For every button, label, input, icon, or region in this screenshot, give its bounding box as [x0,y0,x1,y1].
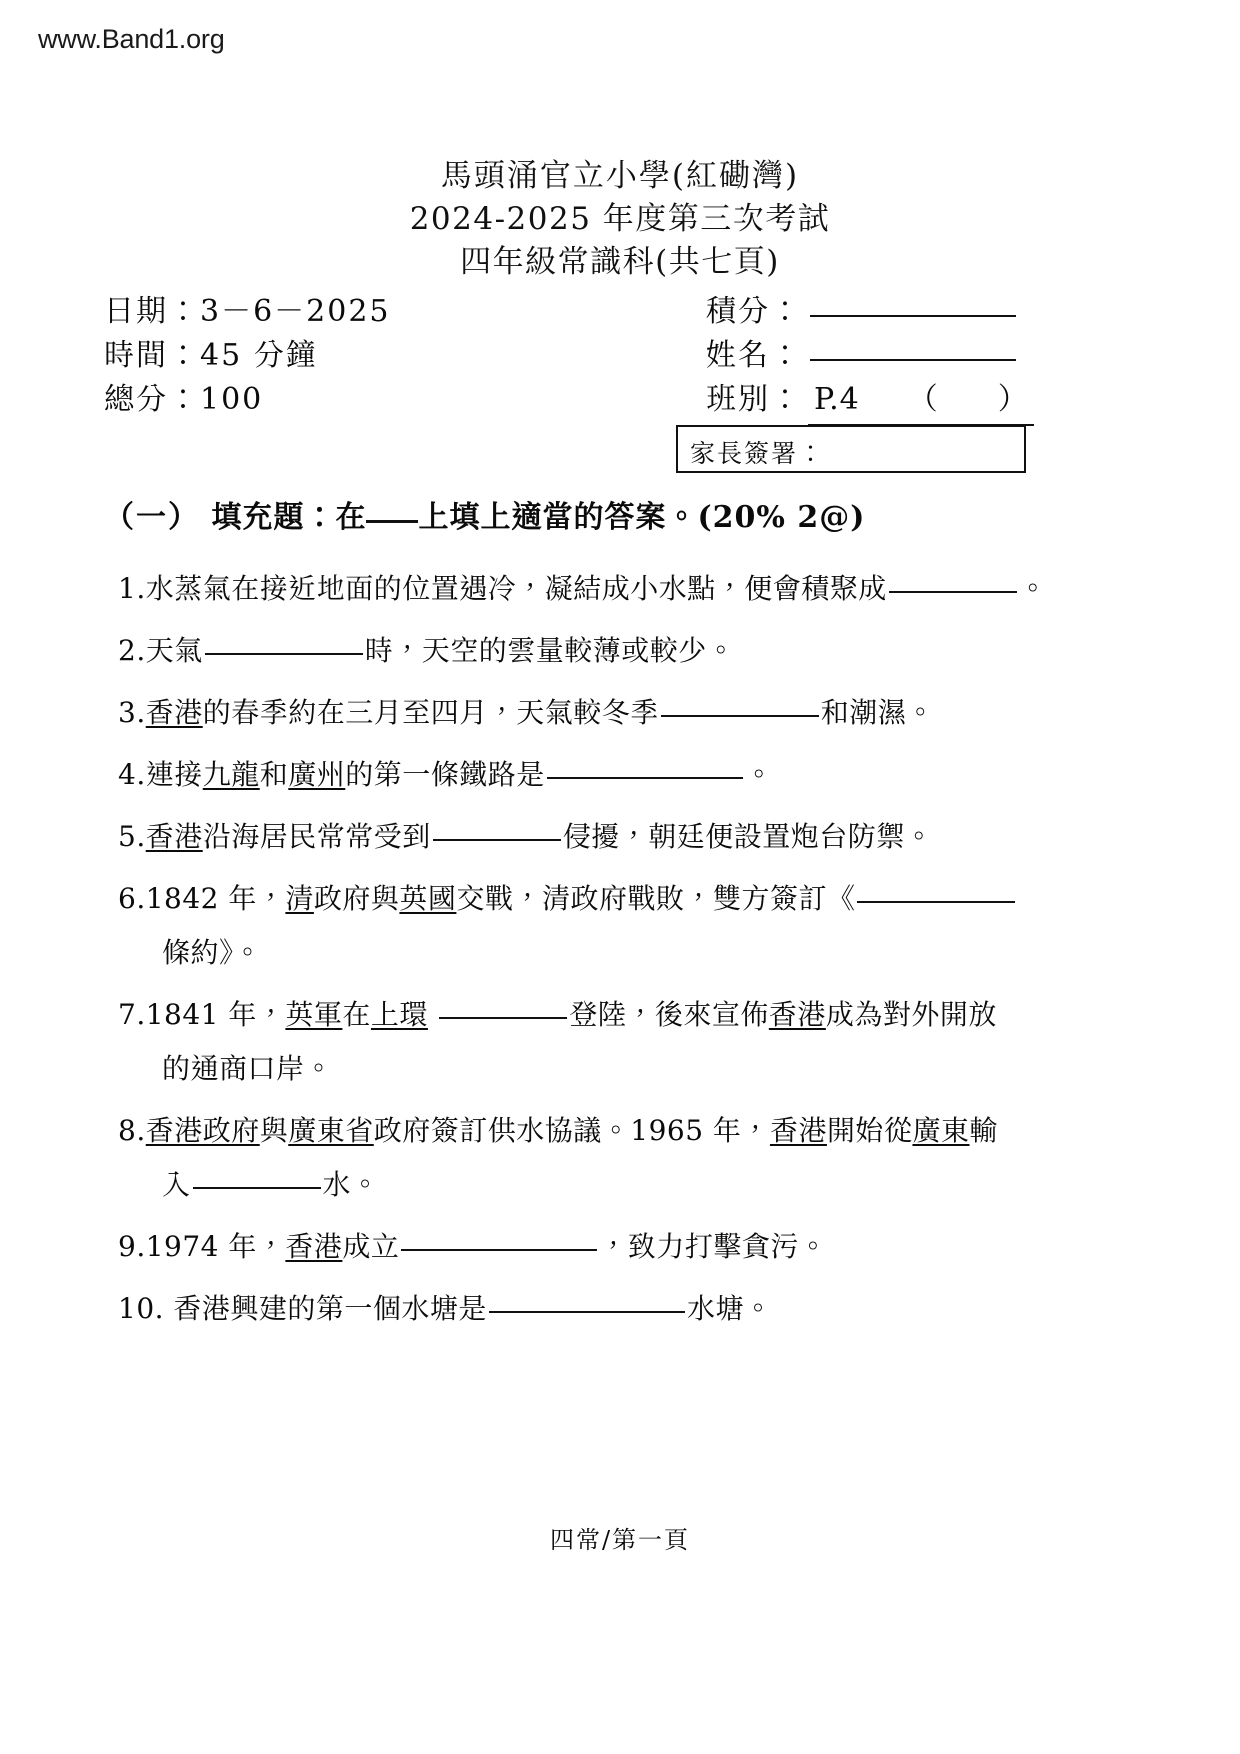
exam-title: 2024-2025 年度第三次考試 [409,201,831,237]
section-one-heading [104,492,865,536]
underlined-term: 廣州 [288,758,346,791]
question-text: 和潮濕。 [820,696,935,729]
answer-blank[interactable] [547,776,743,779]
question-text: 香港興建的第一個水塘是 [164,1292,487,1325]
question-text: 條約》。 [162,936,263,969]
exam-info-right [706,290,1034,422]
question-number: 9. [118,1230,146,1263]
question-text: 成為對外開放 [825,998,997,1031]
underlined-term: 清 [285,882,314,915]
underlined-term: 廣東省 [288,1114,374,1147]
question-item [118,694,1140,732]
question-number: 1. [118,572,146,605]
underlined-term: 香港 [769,1114,827,1147]
date-label: 日期： [104,294,200,329]
answer-blank[interactable] [433,838,561,841]
question-text: 開始從 [826,1114,913,1147]
question-number: 10. [118,1292,165,1325]
answer-blank[interactable] [889,590,1017,593]
school-name: 馬頭涌官立小學(紅磡灣) [440,158,800,194]
underlined-term: 英國 [399,882,457,915]
section-title-after: 上填上適當的答案。 [418,500,698,535]
name-label: 姓名： [706,338,802,373]
answer-blank[interactable] [439,1016,567,1019]
question-text: 交戰，清政府戰敗，雙方簽訂《 [456,882,856,915]
question-text: 在 [342,998,371,1031]
page-footer: 四常/第一頁 [549,1526,691,1554]
name-blank[interactable] [810,358,1016,361]
question-text: 的第一條鐵路是 [345,758,545,791]
section-number: （一） [104,500,200,535]
underlined-term: 九龍 [202,758,260,791]
section-marks: (20% 2@) [697,500,866,535]
name-row [706,334,1034,378]
question-text: 水蒸氣在接近地面的位置遇冷，凝結成小水點，便會積聚成 [145,572,887,605]
question-text: 連接 [145,758,203,791]
class-label: 班別： [706,382,802,417]
question-text [428,998,437,1031]
question-text: 1841 年， [145,998,286,1031]
underlined-term: 香港 [285,1230,343,1263]
answer-blank[interactable] [193,1186,321,1189]
answer-blank[interactable] [489,1310,685,1313]
section-title-before: 填充題：在 [211,500,367,535]
class-value: P.4 [814,382,860,417]
question-text: 1842 年， [145,882,286,915]
question-text: 入 [162,1168,191,1201]
underlined-term: 上環 [370,998,428,1031]
underlined-term: 香港 [145,820,203,853]
question-text: 天氣 [145,634,203,667]
time-label: 時間： [104,338,200,373]
question-text: 1974 年， [145,1230,286,1263]
score-blank[interactable] [810,314,1016,317]
document-header [0,155,1240,284]
question-text: 政府簽訂供水協議。1965 年， [373,1114,770,1147]
total-marks-row [104,378,391,422]
question-text: 的通商口岸。 [162,1052,334,1085]
date-value: 3－6－2025 [200,294,391,329]
answer-blank[interactable] [205,652,363,655]
question-item [118,1290,1140,1328]
answer-blank[interactable] [857,900,1015,903]
question-continuation [162,1050,1140,1088]
score-row [706,290,1034,334]
question-text: 政府與 [313,882,400,915]
question-text: 時，天空的雲量較薄或較少。 [364,634,736,667]
question-continuation [162,1166,1140,1204]
parent-signature-box[interactable] [676,425,1026,473]
question-text: 和 [259,758,289,791]
question-text: 水塘。 [686,1292,773,1325]
time-row [104,334,391,378]
question-continuation [162,934,1140,972]
answer-blank[interactable] [401,1248,597,1251]
question-number: 7. [118,998,146,1031]
underlined-term: 香港政府 [145,1114,260,1147]
question-item [118,996,1140,1088]
parent-signature-label: 家長簽署： [690,439,826,468]
question-text: 。 [744,758,774,791]
question-text: 水。 [322,1168,380,1201]
time-value: 45 分鐘 [200,338,318,373]
subject-title: 四年級常識科(共七頁) [460,244,780,280]
question-item [118,1228,1140,1266]
underlined-term: 香港 [768,998,826,1031]
question-text: 與 [259,1114,289,1147]
question-number: 8. [118,1114,146,1147]
question-number: 4. [118,758,146,791]
underlined-term: 廣東 [912,1114,970,1147]
question-item [118,632,1140,670]
class-row [706,378,1034,422]
underlined-term: 香港 [145,696,203,729]
question-item [118,570,1140,608]
question-text: 侵擾，朝廷便設置炮台防禦。 [562,820,934,853]
question-text: 沿海居民常常受到 [202,820,431,853]
question-number: 3. [118,696,146,729]
question-number: 5. [118,820,146,853]
underlined-term: 英軍 [285,998,343,1031]
answer-blank[interactable] [661,714,819,717]
question-item [118,818,1140,856]
exam-info-left [104,290,391,422]
question-text: 的春季約在三月至四月，天氣較冬季 [202,696,659,729]
question-text: 輸 [969,1114,998,1147]
question-text: 登陸，後來宣佈 [569,998,769,1031]
class-paren: （ ） [907,382,1028,417]
class-blank[interactable] [808,378,1034,426]
question-item [118,756,1140,794]
question-item [118,1112,1140,1204]
question-number: 6. [118,882,146,915]
total-value: 100 [200,382,264,417]
section-inline-blank [366,519,418,523]
total-label: 總分： [104,382,200,417]
question-text: 。 [1018,572,1048,605]
question-item [118,880,1140,972]
question-number: 2. [118,634,146,667]
question-list [118,570,1140,1352]
score-label: 積分： [706,294,802,329]
site-watermark: www.Band1.org [38,24,225,54]
question-text: ，致力打擊貪污。 [599,1230,828,1263]
question-text: 成立 [342,1230,400,1263]
date-row [104,290,391,334]
